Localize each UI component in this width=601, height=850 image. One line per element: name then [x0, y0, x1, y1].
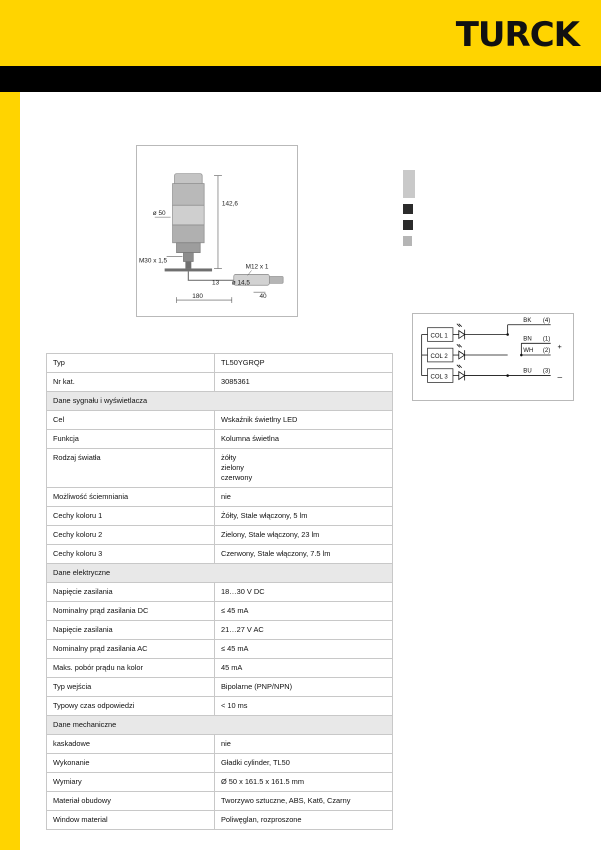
thumbnail-item[interactable]	[403, 236, 412, 246]
spec-value: 21…27 V AC	[215, 620, 393, 639]
section-title: Dane sygnału i wyświetlacza	[47, 391, 393, 410]
table-row	[47, 410, 393, 429]
spec-key: Typowy czas odpowiedzi	[47, 696, 215, 715]
table-row	[47, 544, 393, 563]
thumbnail-item[interactable]	[403, 220, 413, 230]
section-title: Dane elektryczne	[47, 563, 393, 582]
spec-key: Napięcie zasilania	[47, 582, 215, 601]
section-title: Dane mechaniczne	[47, 715, 393, 734]
spec-key: Cel	[47, 410, 215, 429]
svg-text:WH: WH	[523, 348, 534, 355]
spec-value: Zielony, Stale włączony, 23 lm	[215, 525, 393, 544]
thumbnail-strip	[403, 170, 415, 252]
spec-value: Bipolarne (PNP/NPN)	[215, 677, 393, 696]
svg-text:13: 13	[212, 279, 220, 287]
spec-key: Nr kat.	[47, 372, 215, 391]
svg-text:M12 x 1: M12 x 1	[245, 263, 269, 271]
specification-table	[46, 353, 393, 830]
spec-value: Gładki cylinder, TL50	[215, 753, 393, 772]
table-row	[47, 772, 393, 791]
table-row	[47, 525, 393, 544]
wiring-diagram-box	[412, 313, 574, 401]
brand-logo: TURCK	[455, 15, 579, 55]
table-row	[47, 696, 393, 715]
spec-value: TL50YGRQP	[215, 354, 393, 373]
spec-key: Nominalny prąd zasilania DC	[47, 601, 215, 620]
spec-value: Poliwęglan, rozproszone	[215, 810, 393, 829]
spec-value: nie	[215, 487, 393, 506]
spec-key: Możliwość ściemniania	[47, 487, 215, 506]
table-row	[47, 620, 393, 639]
svg-text:BK: BK	[523, 317, 532, 324]
spec-value: < 10 ms	[215, 696, 393, 715]
svg-text:142,6: 142,6	[221, 200, 238, 208]
table-row	[47, 734, 393, 753]
svg-text:BU: BU	[523, 368, 532, 375]
thumbnail-item[interactable]	[403, 170, 415, 198]
spec-key: Window material	[47, 810, 215, 829]
table-row	[47, 677, 393, 696]
header-black-band	[0, 66, 601, 92]
svg-text:40: 40	[259, 293, 267, 301]
table-row	[47, 448, 393, 487]
product-drawing-box	[136, 145, 298, 317]
table-row	[47, 810, 393, 829]
product-drawing-svg	[137, 146, 297, 316]
table-row	[47, 506, 393, 525]
svg-text:(2): (2)	[542, 348, 551, 355]
spec-value: Żółty, Stale włączony, 5 lm	[215, 506, 393, 525]
table-row	[47, 753, 393, 772]
spec-key: Typ	[47, 354, 215, 373]
spec-key: Napięcie zasilania	[47, 620, 215, 639]
table-row	[47, 372, 393, 391]
spec-value: ≤ 45 mA	[215, 601, 393, 620]
table-row	[47, 429, 393, 448]
spec-key: Typ wejścia	[47, 677, 215, 696]
spec-key: Materiał obudowy	[47, 791, 215, 810]
svg-text:(4): (4)	[542, 317, 551, 324]
svg-text:(1): (1)	[542, 336, 551, 343]
left-yellow-rail	[0, 92, 20, 850]
spec-value: nie	[215, 734, 393, 753]
spec-value: Tworzywo sztuczne, ABS, Kat6, Czarny	[215, 791, 393, 810]
spec-key: Rodzaj światła	[47, 448, 215, 487]
svg-text:+: +	[557, 342, 562, 352]
spec-key: Funkcja	[47, 429, 215, 448]
svg-text:M30 x 1,5: M30 x 1,5	[138, 257, 168, 265]
wiring-diagram-svg	[413, 314, 573, 400]
table-section-row	[47, 391, 393, 410]
table-section-row	[47, 715, 393, 734]
table-row	[47, 582, 393, 601]
spec-value: 3085361	[215, 372, 393, 391]
svg-text:(3): (3)	[542, 368, 551, 375]
thumbnail-item[interactable]	[403, 204, 413, 214]
spec-key: Cechy koloru 2	[47, 525, 215, 544]
svg-text:180: 180	[192, 293, 204, 301]
spec-key: Maks. pobór prądu na kolor	[47, 658, 215, 677]
spec-value: 45 mA	[215, 658, 393, 677]
table-row	[47, 487, 393, 506]
header-bar	[0, 0, 601, 66]
table-row	[47, 354, 393, 373]
table-row	[47, 639, 393, 658]
table-row	[47, 658, 393, 677]
table-row	[47, 791, 393, 810]
svg-text:COL 2: COL 2	[430, 353, 448, 360]
spec-value-line: czerwony	[221, 472, 253, 482]
spec-value: ≤ 45 mA	[215, 639, 393, 658]
spec-value: Ø 50 x 161.5 x 161.5 mm	[215, 772, 393, 791]
spec-key: Cechy koloru 3	[47, 544, 215, 563]
spec-key: Cechy koloru 1	[47, 506, 215, 525]
spec-key: Wykonanie	[47, 753, 215, 772]
spec-key: Wymiary	[47, 772, 215, 791]
svg-text:BN: BN	[523, 336, 532, 343]
svg-text:COL 1: COL 1	[430, 333, 448, 340]
spec-value	[215, 448, 393, 487]
spec-value-line: żółty	[221, 452, 237, 462]
spec-value: 18…30 V DC	[215, 582, 393, 601]
svg-text:ø 50: ø 50	[152, 210, 166, 218]
spec-value: Kolumna świetlna	[215, 429, 393, 448]
spec-value: Wskaźnik świetlny LED	[215, 410, 393, 429]
table-row	[47, 601, 393, 620]
spec-key: Nominalny prąd zasilania AC	[47, 639, 215, 658]
spec-key: kaskadowe	[47, 734, 215, 753]
svg-text:COL 3: COL 3	[430, 374, 448, 381]
spec-value: Czerwony, Stale włączony, 7.5 lm	[215, 544, 393, 563]
svg-text:–: –	[557, 371, 563, 382]
spec-value-line: zielony	[221, 462, 245, 472]
svg-text:ø 14,5: ø 14,5	[231, 279, 250, 287]
table-section-row	[47, 563, 393, 582]
